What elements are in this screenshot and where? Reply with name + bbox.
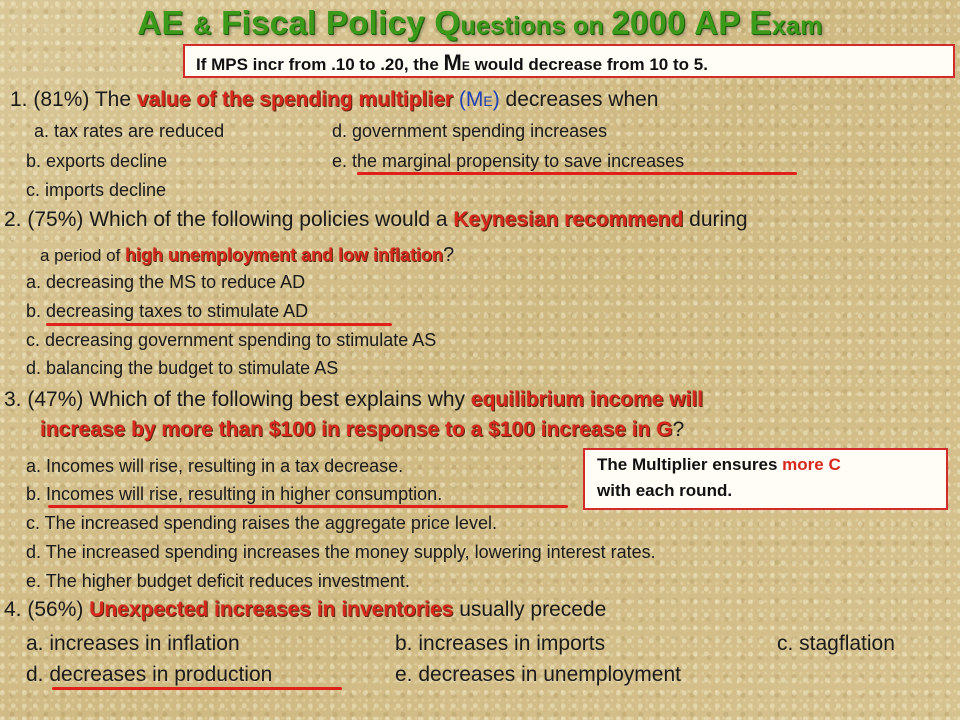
top-note-text: If MPS incr from .10 to .20, the ME would decrease from 10 to 5. xyxy=(196,50,708,75)
q4-answer-underline xyxy=(52,687,342,690)
q1-option-b: b. exports decline xyxy=(26,151,168,171)
q2-option-d: d. balancing the budget to stimulate AS xyxy=(26,358,339,378)
q1-option-e: e. the marginal propensity to save increases xyxy=(332,151,685,171)
q1-option-d: d. government spending increases xyxy=(332,121,608,141)
question-3-stem-line2: increase by more than $100 in response to a $100 increase in G? xyxy=(40,418,685,441)
question-3-stem: 3. (47%) Which of the following best explains why equilibrium income will xyxy=(4,388,704,411)
multiplier-note-line1: The Multiplier ensures more C xyxy=(597,455,841,474)
q4-option-d: d. decreases in production xyxy=(26,663,273,686)
page-title: AE & Fiscal Policy Questions on 2000 AP Exam xyxy=(137,4,823,41)
q2-option-b: b. decreasing taxes to stimulate AD xyxy=(26,301,309,321)
q2-option-a: a. decreasing the MS to reduce AD xyxy=(26,272,306,292)
q2-option-c: c. decreasing government spending to stimulate AS xyxy=(26,330,437,350)
q4-option-c: c. stagflation xyxy=(777,632,895,655)
q4-option-b: b. increases in imports xyxy=(395,632,606,655)
q3-option-d: d. The increased spending increases the money supply, lowering interest rates. xyxy=(26,542,656,562)
q4-option-e: e. decreases in unemployment xyxy=(395,663,681,686)
multiplier-note-line2: with each round. xyxy=(597,481,733,500)
q4-option-a: a. increases in inflation xyxy=(26,632,240,655)
q3-option-c: c. The increased spending raises the aggregate price level. xyxy=(26,513,497,533)
q3-answer-underline xyxy=(48,505,568,508)
question-2-stem-line2: a period of high unemployment and low inflation? xyxy=(40,244,455,266)
q3-option-b: b. Incomes will rise, resulting in higher consumption. xyxy=(26,484,443,504)
q2-answer-underline xyxy=(46,323,392,326)
question-2-stem: 2. (75%) Which of the following policies would a Keynesian recommend during xyxy=(4,208,748,231)
q3-option-a: a. Incomes will rise, resulting in a tax decrease. xyxy=(26,456,404,476)
q3-option-e: e. The higher budget deficit reduces investment. xyxy=(26,571,410,591)
q1-option-c: c. imports decline xyxy=(26,180,167,200)
question-4-stem: 4. (56%) Unexpected increases in inventories usually precede xyxy=(4,598,607,621)
question-1-stem: 1. (81%) The value of the spending multiplier (ME) decreases when xyxy=(10,88,659,111)
q1-option-a: a. tax rates are reduced xyxy=(34,121,225,141)
q1-answer-underline xyxy=(357,172,797,175)
